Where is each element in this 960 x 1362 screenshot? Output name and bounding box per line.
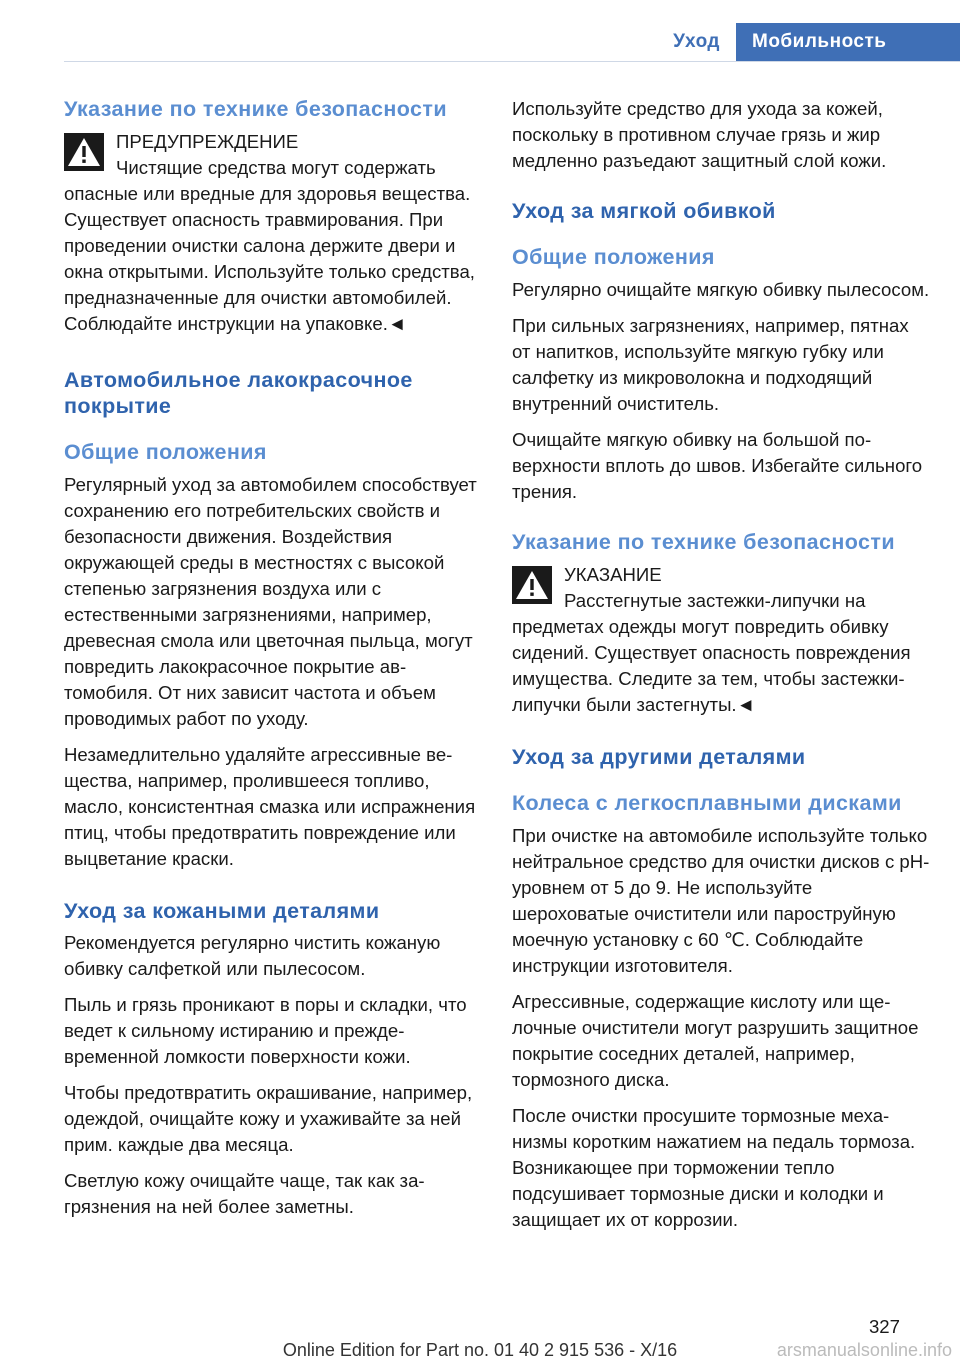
paragraph: Очищайте мягкую обивку на большой поверхности вплоть до швов. Избегайте сильного трения. xyxy=(512,429,923,502)
paragraph: Регулярно очищайте мягкую обивку пылесосом. xyxy=(512,279,930,300)
paragraph: После очистки просушите тормозные механизмы коротким нажатием на педаль тормоза. Возникающее при торможении тепло подсушивает тормозные диски и колодки и защищает их от коррозии. xyxy=(512,1105,916,1230)
heading-safety-note: Указание по технике безопасности xyxy=(512,530,895,554)
warning-title: ПРЕДУПРЕЖДЕНИЕ xyxy=(116,131,299,152)
paragraph: Регулярный уход за автомобилем способствует сохранению его потребительских свойств и безопасности движения. Воздействия окружающей среды в местностях с высокой степенью загрязнения воздуха или с естественными загрязнениями, например, древесная смола или цветочная пыльца, могут повредить лакокрасочное покрытие автомобиля. От них зависит частота и объем проводимых работ по уходу. xyxy=(64,474,477,729)
heading-general: Общие положения xyxy=(512,245,715,269)
page-number: 327 xyxy=(868,1316,900,1337)
paragraph: При очистке на автомобиле используйте только нейтральное средство для очистки дисков с pH-уровнем от 5 до 9. Не используйте шероховатые очистители или пароструйную моечную установку с 60 ℃. Соблюдайте инструкции изготовителя. xyxy=(512,825,930,976)
paragraph: Используйте средство для ухода за кожей, поскольку в противном случае грязь и жир медленно разъедают защитный слой кожи. xyxy=(512,98,887,171)
heading-safety-note: Указание по технике безопасности xyxy=(64,97,447,121)
heading-general: Общие положения xyxy=(64,440,267,464)
warning-triangle-icon xyxy=(64,133,104,171)
tab-care[interactable]: Уход xyxy=(673,31,720,52)
paragraph: Чтобы предотвратить окрашивание, например, одеждой, очищайте кожу и ухаживайте за ней прим. каждые два месяца. xyxy=(64,1082,473,1155)
notice-title: УКАЗАНИЕ xyxy=(564,564,662,585)
notice-block xyxy=(512,562,932,718)
header-tabs xyxy=(657,23,960,61)
watermark: arsmanualsonline.info xyxy=(776,1340,952,1360)
heading-leather: Уход за кожаными деталями xyxy=(64,899,380,923)
header-divider xyxy=(64,61,960,62)
paragraph: Рекомендуется регулярно чистить кожаную обивку салфеткой или пылесосом. xyxy=(64,932,441,979)
heading-other-parts: Уход за другими деталями xyxy=(512,745,806,769)
right-column xyxy=(512,96,932,1243)
tab-mobility[interactable]: Мобильность xyxy=(736,23,960,61)
left-column xyxy=(64,96,484,1230)
paragraph: Светлую кожу очищайте чаще, так как загрязнения на ней более заметны. xyxy=(64,1170,425,1217)
paragraph: Незамедлительно удаляйте агрессивные вещества, например, пролившееся топливо, масло, консистентная смазка или испражнения птиц, чтобы предотвратить повреждение или выцветание краски. xyxy=(64,744,476,869)
warning-text: Чистящие средства могут содержать опасные или вредные для здоровья вещества. Существует опасность травмирования. При проведении очистки салона держите двери и окна открытыми. Используйте только средства, предназначенные для очистки автомобилей. Соблюдайте инструкции на упаковке.◄ xyxy=(64,157,475,334)
heading-alloy-wheels: Колеса с легкосплавными дисками xyxy=(512,791,902,815)
paragraph: Агрессивные, содержащие кислоту или щелочные очистители могут разрушить защитное покрытие соседних деталей, например, тормозного диска. xyxy=(512,991,919,1090)
paragraph: При сильных загрязнениях, например, пятнах от напитков, используйте мягкую губку или салфетку из микроволокна и подходящий внутренний очиститель. xyxy=(512,315,909,414)
edition-footer: Online Edition for Part no. 01 40 2 915 536 - X/16 xyxy=(282,1340,678,1360)
warning-triangle-icon xyxy=(512,566,552,604)
paragraph: Пыль и грязь проникают в поры и складки, что ведет к сильному истиранию и преждевременной ломкости поверхности кожи. xyxy=(64,994,467,1067)
notice-text: Расстегнутые застежки-липучки на предметах одежды могут повредить обивку сидений. Существует опасность повреждения имущества. Следите за тем, чтобы застежки-липучки были застегнуты.◄ xyxy=(512,590,911,715)
heading-paint: Автомобильное лакокрасочное покрытие xyxy=(64,368,413,418)
heading-upholstery: Уход за мягкой обивкой xyxy=(512,199,776,223)
warning-block xyxy=(64,129,484,337)
